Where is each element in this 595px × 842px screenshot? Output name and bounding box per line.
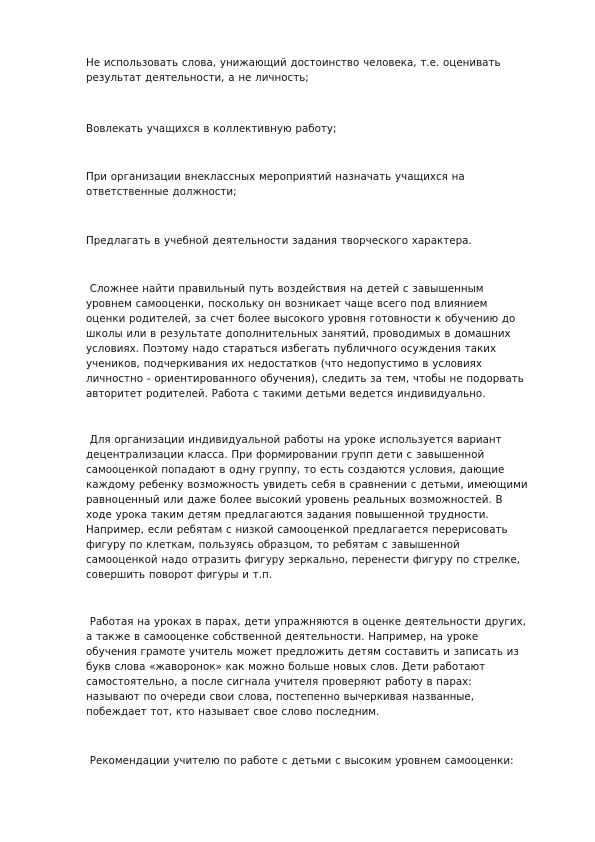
paragraph-no-humiliating-words: Не использовать слова, унижающий достоинство человека, т.е. оценивать результат деятельности, а не личность; — [86, 57, 501, 84]
paragraph-creative-tasks: Предлагать в учебной деятельности задания творческого характера. — [86, 235, 472, 247]
paragraph-individual-work: Для организации индивидуальной работы на уроке используется вариант децентрализации класса. При формировании групп дети с завышенной самооценкой попадают в одну группу, то есть создаются условия, дающие каждому ребенку возможность увидеть себя в сравнении с детьми, имеющими равноценный или даже более высокий уровень реальных возможностей. В ходе урока таким детям предлагаются задания повышенной трудности. Например, если ребятам с низкой самооценкой предлагается перерисовать фигуру по клеткам, пользуясь образцом, то ребятам с завышенной самооценкой надо отразить фигуру зеркально, перенести фигуру по стрелке, совершить поворот фигуры и т.п. — [86, 434, 528, 581]
paragraph-inflated-self-esteem: Сложнее найти правильный путь воздействия на детей с завышенным уровнем самооценки, поскольку он возникает чаще всего под влиянием оценки родителей, за счет более высокого уровня готовности к обучению до школы или в результате дополнительных занятий, проводимых в домашних условиях. Поэтому надо стараться избегать публичного осуждения таких учеников, подчеркивания их недостатков (что недопустимо в условиях личностно - ориентированного обучения), следить за тем, чтобы не подорвать авторитет родителей. Работа с такими детьми ведется индивидуально. — [86, 283, 524, 400]
paragraph-recommendations-heading: Рекомендации учителю по работе с детьми с высоким уровнем самооценки: — [86, 755, 514, 767]
paragraph-pair-work: Работая на уроках в парах, дети упражняются в оценке деятельности других, а также в самооценке собственной деятельности. Например, на уроке обучения грамоте учитель может предложить детям составить и записать из букв слова «жаворонок» как можно больше новых слов. Дети работают самостоятельно, а после сигнала учителя проверяют работу в парах: называют по очереди свои слова, постепенно вычеркивая названные, побеждает тот, кто называет свое слово последним. — [86, 616, 526, 718]
paragraph-collective-work: Вовлекать учащихся в коллективную работу; — [86, 123, 337, 135]
paragraph-responsible-roles: При организации внеклассных мероприятий назначать учащихся на ответственные должности; — [86, 171, 465, 198]
